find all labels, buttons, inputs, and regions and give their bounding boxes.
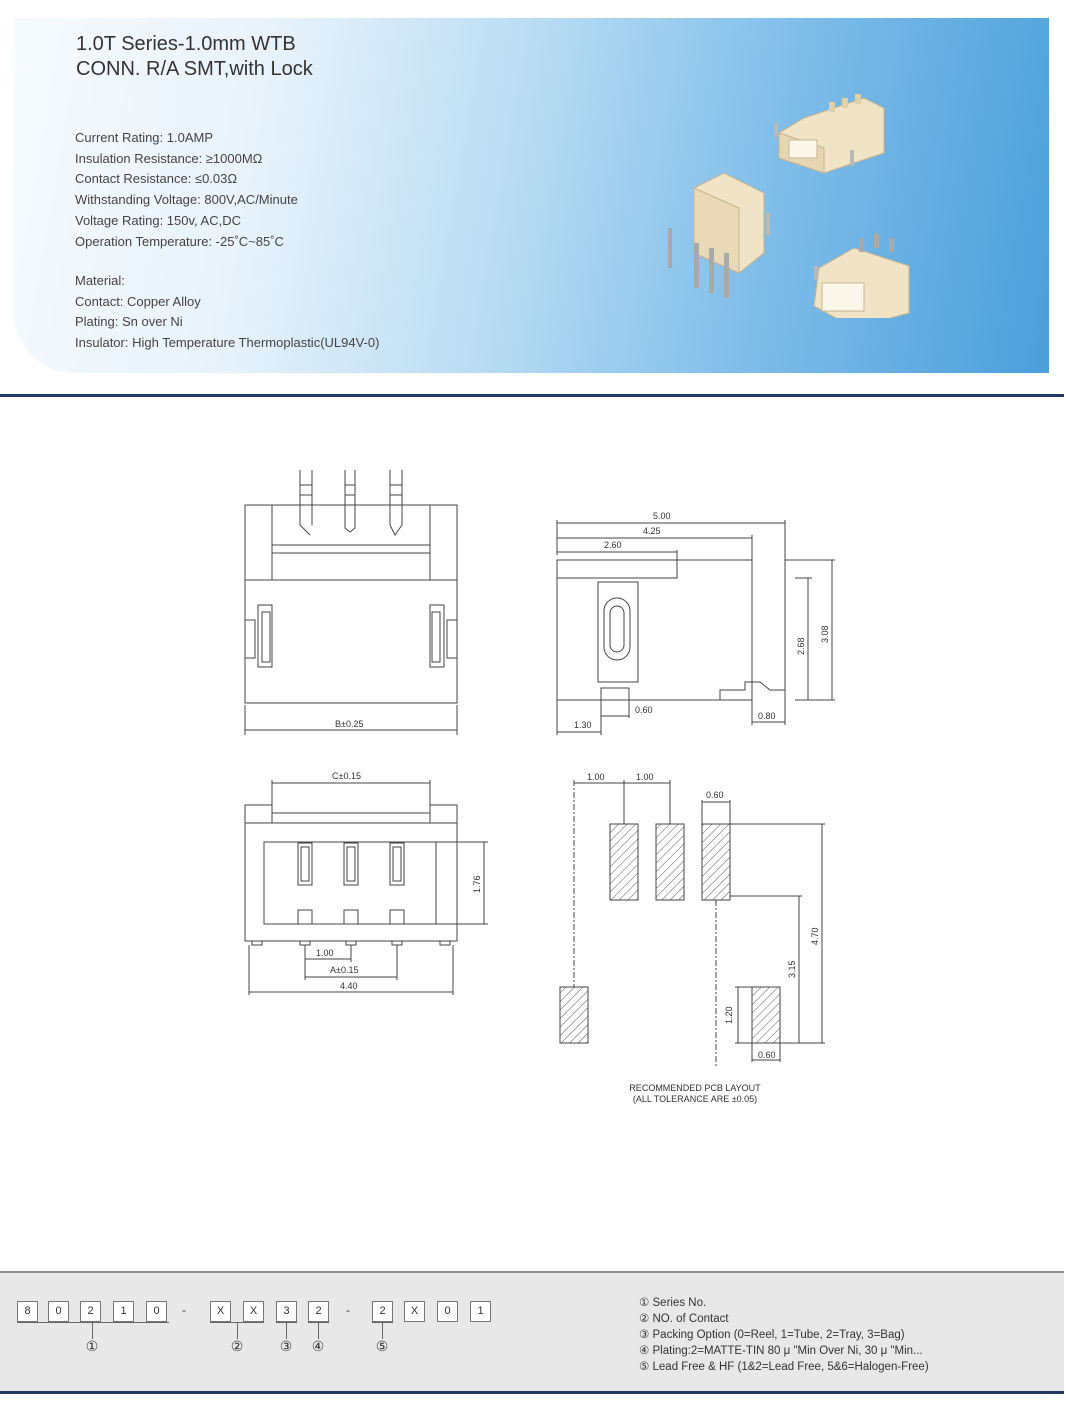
dim-side-080: 0.80	[758, 711, 776, 721]
pn-marker-2: ②	[230, 1339, 244, 1355]
dim-pcb-060b: 0.60	[758, 1050, 776, 1060]
pn-marker-4: ④	[311, 1339, 325, 1355]
dim-side-425: 4.25	[643, 526, 661, 536]
dim-side-260: 2.60	[604, 540, 622, 550]
dim-side-500: 5.00	[653, 511, 671, 521]
connector-photo-top	[774, 94, 884, 173]
material-heading: Material:	[75, 273, 125, 288]
pn-digit-11: X	[404, 1301, 425, 1322]
dim-bottom-176: 1.76	[472, 875, 482, 893]
pn-digit-7: X	[243, 1301, 264, 1322]
pn-leader-2	[237, 1323, 238, 1339]
part-number-legend	[639, 1295, 929, 1375]
dim-pcb-120: 1.20	[724, 1006, 734, 1024]
pn-digit-13: 1	[470, 1301, 491, 1322]
legend-plating: ④ Plating:2=MATTE-TIN 80 μ "Min Over Ni, 30 μ "Min...	[639, 1345, 923, 1357]
pn-marker-1: ①	[85, 1339, 99, 1355]
part-number-panel	[0, 1271, 1064, 1394]
pn-leader-3	[286, 1323, 287, 1339]
dim-bottom-c: C±0.15	[332, 771, 361, 781]
title-line-1: 1.0T Series-1.0mm WTB	[76, 33, 296, 55]
page-title	[76, 32, 313, 82]
spec-current-rating: Current Rating: 1.0AMP	[75, 130, 214, 145]
legend-contacts: ② NO. of Contact	[639, 1313, 729, 1325]
spec-list	[75, 128, 298, 252]
dim-pcb-100a: 1.00	[587, 772, 605, 782]
spec-insulation-resistance: Insulation Resistance: ≥1000MΩ	[75, 150, 263, 166]
dim-pcb-060: 0.60	[706, 790, 724, 800]
spec-operation-temperature: Operation Temperature: -25˚C~85˚C	[75, 233, 284, 249]
legend-series: ① Series No.	[639, 1297, 707, 1309]
pn-digit-5: 0	[146, 1301, 167, 1322]
pn-leader-1	[92, 1323, 93, 1339]
pn-digit-3: 2	[80, 1301, 101, 1322]
front-view	[245, 470, 457, 735]
title-line-2: CONN. R/A SMT,with Lock	[76, 58, 313, 80]
bottom-view	[245, 780, 488, 995]
dim-side-268: 2.68	[796, 637, 806, 655]
pn-dash-1: -	[182, 1303, 186, 1317]
legend-packing: ③ Packing Option (0=Reel, 1=Tube, 2=Tray, 3=Bag)	[639, 1329, 905, 1341]
dim-side-308: 3.08	[820, 625, 830, 643]
pn-digit-4: 1	[113, 1301, 134, 1322]
pn-digit-12: 0	[437, 1301, 458, 1322]
dim-bottom-100: 1.00	[316, 948, 334, 958]
pcb-caption-title: RECOMMENDED PCB LAYOUT	[629, 1083, 761, 1093]
material-plating: Plating: Sn over Ni	[75, 314, 183, 330]
pn-marker-3: ③	[279, 1339, 293, 1355]
dim-pcb-100b: 1.00	[636, 772, 654, 782]
product-photo	[654, 78, 914, 318]
pn-bracket-1	[17, 1322, 169, 1323]
pn-leader-4	[318, 1323, 319, 1339]
dim-bottom-a: A±0.15	[330, 965, 359, 975]
pcb-caption	[600, 1083, 790, 1105]
material-list	[75, 271, 379, 354]
header-banner	[14, 18, 1049, 373]
legend-lead-free: ⑤ Lead Free & HF (1&2=Lead Free, 5&6=Halogen-Free)	[639, 1361, 929, 1373]
spec-withstanding-voltage: Withstanding Voltage: 800V,AC/Minute	[75, 192, 298, 208]
pn-digit-9: 2	[308, 1301, 329, 1322]
top-divider	[0, 394, 1064, 397]
pn-digit-8: 3	[276, 1301, 297, 1322]
spec-voltage-rating: Voltage Rating: 150v, AC,DC	[75, 212, 241, 228]
pn-dash-2: -	[346, 1303, 350, 1317]
pn-digit-6: X	[210, 1301, 231, 1322]
pcb-caption-tolerance: (ALL TOLERANCE ARE ±0.05)	[632, 1094, 758, 1104]
dim-front-width: B±0.25	[335, 719, 364, 729]
dim-side-060: 0.60	[635, 705, 653, 715]
dim-pcb-315: 3.15	[787, 960, 797, 978]
dim-pcb-470: 4.70	[810, 927, 820, 945]
spec-contact-resistance: Contact Resistance: ≤0.03Ω	[75, 171, 238, 187]
connector-photo-right	[814, 234, 909, 318]
pcb-layout	[560, 780, 825, 1068]
dim-bottom-440: 4.40	[340, 981, 358, 991]
pn-digit-10: 2	[372, 1301, 393, 1322]
material-contact: Contact: Copper Alloy	[75, 293, 201, 309]
pn-digit-1: 8	[17, 1301, 38, 1322]
material-insulator: Insulator: High Temperature Thermoplastic(UL94V-0)	[75, 335, 380, 351]
pn-leader-5	[382, 1323, 383, 1339]
pn-digit-2: 0	[48, 1301, 69, 1322]
pn-marker-5: ⑤	[375, 1339, 389, 1355]
technical-drawing	[0, 440, 1066, 1140]
side-view	[557, 520, 835, 735]
dim-side-130: 1.30	[574, 720, 592, 730]
connector-photo-left	[668, 173, 770, 298]
